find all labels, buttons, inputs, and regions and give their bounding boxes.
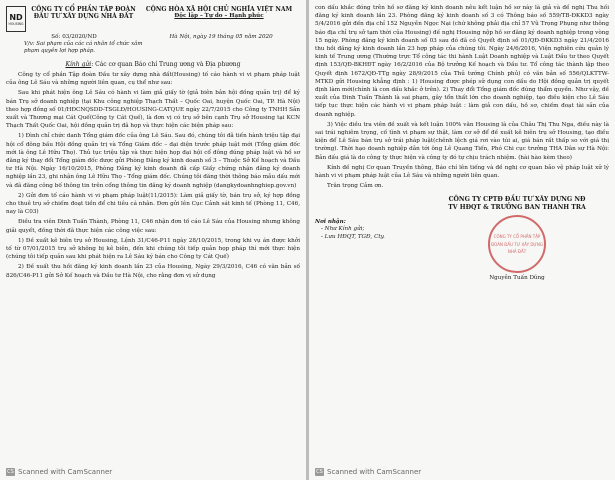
signer: CÔNG TY CPTĐ ĐẦU TƯ XÂY DỰNG NĐ TV HĐQT & TRƯỞNG BAN THANH TRA CÔNG TY CỔ PHẦN TẬP ĐOÀN ĐẦU TƯ XÂY DỰNG NHÀ ĐẤT Nguyễn Tuấn Dũng: [425, 196, 609, 283]
closing: Trân trọng Cảm ơn.: [327, 183, 384, 190]
document-subject: V/v: Sai phạm của các cá nhân tổ chức xâm phạm quyền lợi hợp pháp.: [24, 41, 143, 54]
signer-name: Nguyễn Tuấn Dũng: [489, 275, 545, 282]
document-page-2: [309, 0, 615, 480]
paragraph: 2) Đề xuất thu hồi đăng ký kinh doanh lần 23 của Housing, Ngày 29/3/2016, C46 có văn bản số 826/C46-P11 gửi Sở Kế hoạch và Đầu tư Hà Nội, cho rằng đơn vị sử dụng: [6, 264, 300, 279]
paragraph: Sau khi phát hiện ông Lê Sáu có hành vi làm giả giấy tờ (giả biên bản hội đồng quản trị) để ký bán Trụ sở doanh nghiệp (tại Khu công nghiệp Thạch Thất – Quốc Oai, huyện Quốc Oai, TP. Hà Nội) theo hợp đồng số 01/HĐCNQSDD-TSGLĐ/HOUSING-CATQUE ngày 22/7/2015 cho Công ty TNHH Sản xuất và Thương mại Cát Quế(Công ty Cát Quế), là đơn vị có trụ sở bên cạnh Trụ sở Housing tại KCN Thạch Thất Quốc Oai, hội đồng quản trị đã họp và thực hiện các biện pháp sau:: [6, 90, 300, 130]
paragraph: 3) Việc điều tra viên đề xuất và kết luận 100% văn Housing là của Châu Thị Thu Nga, điều này là sai trái nghiêm trọng, cố tình vi phạm sự thật, làm cơ sở để đề xuất kê biên trụ sở Housing, tạo điều kiện để Lê Sáu bán trụ sở trái pháp luật(chênh lệch giá rơi vào túi ai, giá bán rất thấp so với giá thị trường). Thời hạo doanh nghiệp dẫn tới ông Lê Quang Tiến, Phó Chi cục trưởng THA Dân sự Hà Nội: Bản đấu giá là do công ty thực hiện và công ty đó tự chịu trách nhiệm. (hài hào kèm theo): [315, 121, 609, 161]
paragraph: 1) Đình chỉ chức danh Tổng giám đốc của ông Lê Sáu. Sau đó, chúng tôi đã tiến hành triệu tập đại hội cổ đông bầu Hội đồng quản trị và Tổng Giám đốc – đại diện trước pháp luật mới (Tổng giám đốc mới là ông Lê Hữu Thọ). Thủ tục triệu tập và thực hiện họp đại hội cổ đông đúng pháp luật và hồ sơ đăng ký thay đổi Tổng giám đốc được gửi Phòng Đăng ký kinh doanh số 3 – Thuộc Sở Kế hoạch và Đầu tư Hà Nội. Ngày 16/10/2015, Phòng Đăng ký kinh doanh đã cấp Giấy chứng nhận đăng ký doanh nghiệp lần 23, ghi nhận ông Lê Hữu Thọ - Tổng giám đốc. Chúng tôi đăng thời thông báo mẫu dấu mới và đã đăng công bố thông tin trên cổng thông tin đăng ký doanh nghiệp (dangkydoanhnghiep.gov.vn): [6, 133, 300, 189]
letter-meta: [6, 34, 300, 41]
paragraph: con dấu khắc đóng trên hồ sơ đăng ký kinh doanh nêu kết luận hồ sơ này là giả và đề nghị Thu hồi đăng ký kinh doanh lần 23. Phòng đăng ký kinh doanh số 3 có Thông báo số 559/TB-ĐKKD3 ngày 5/4/2016 gửi đến địa chỉ 152 Nguyễn Ngọc Nại (chứ không phải địa chỉ 57 Vũ Trọng Phụng như thông báo địa chỉ trụ sở tạm thời của Housing) đề nghị Housing nộp hồ sơ đăng ký doanh nghiệp trong vòng 15 ngày. Phòng đăng ký kinh doanh số 03 sau đó đã có Quyết định số 01/QĐ-ĐKKD3 ngày 21/4/2016 thu hồi đăng ký kinh doanh lần 23 hợp pháp của chúng tôi. Ngày 24/6/2016, Viện nghiên cứu quản lý kinh tế Trung ương (Thường trực Tổ công tác thi hành Luật Doanh nghiệp và Luật Đầu tư theo Quyết định 153/QĐ-BKHĐT ngày 16/2/2016 của Bộ trưởng Kế hoạch và Đầu tư. Tổ công tác thành lập theo Quyết định 1672/QĐ-TTg ngày 28/9/2015 của Thủ tướng Chính phủ) có văn bản số 556/QLKTTW-MTKD gửi Housing khẳng định : 1) Housing được phép sử dụng con dấu do Hội đồng quản trị quyết định làm mới(chính là con dấu khắc ở trên). 2) Thay đổi Tổng giám đốc đúng thẩm quyền. Như vậy, đề xuất của Đinh Tuấn Thành là sai phạm, gây tổn thất lớn cho doanh nghiệp, tạo điều kiện cho Lê Sáu tiếp tục thực hiện các hành vi vi phạm pháp luật : làm giả con dấu, hồ sơ, chiếm đoạt tài sản của doanh nghiệp.: [315, 5, 609, 118]
body-text-page-2: [315, 4, 609, 190]
greeting: Kính gửi: Các cơ quan Báo chí Trung ương và Địa phương: [65, 61, 241, 68]
company-logo: ND HOUSING: [6, 6, 26, 32]
letter-header: [6, 6, 300, 32]
body-text-page-1: [6, 71, 300, 280]
scanner-watermark: CS Scanned with CamScanner: [7, 468, 113, 476]
paragraph: Điều tra viên Đinh Tuấn Thành, Phòng 11, C46 nhận đơn tố cáo Lê Sáu của Housing nhưng không giải quyết, đồng thời đã thực hiện các công việc sau:: [6, 219, 300, 234]
paragraph: 1) Đề xuất kê biên trụ sở Housing, Lệnh 31/C46-P11 ngày 28/10/2015, trong khi vụ án được khởi tố từ 07/01/2015 trụ sở không bị kê biên, đến khi chúng tôi tiếp quản họp pháp thì mới thực hiện (chúng tôi tiếp quản sau khi phát hiện ra Lê Sáu ký bán cho Công ty Cát Quế): [6, 237, 300, 261]
org-name: CÔNG TY CỔ PHẦN TẬP ĐOÀN ĐẦU TƯ XÂY DỰNG NHÀ ĐẤT: [31, 6, 136, 20]
recipients: Nơi nhận: - Như Kính gửi; - Lưu HĐQT, TGĐ, Cty.: [315, 218, 385, 240]
document-number: Số: 03/2020/ND: [51, 34, 97, 40]
camscanner-icon: CS: [7, 469, 14, 475]
national-header: CỘNG HÒA XÃ HỘI CHỦ NGHĨA VIỆT NAM Độc lập – Tự do – Hạnh phúc: [145, 6, 293, 19]
paragraph: 2) Gửi đơn tố cáo hành vi vi phạm pháp luật(11/2015): Làm giả giấy tờ, bán trụ sở, ký hợp đồng cho thuê trụ sở chiếm đoạt tiền để chi tiêu cá nhân. Đơn gửi lên Cục Cảnh sát kinh tế (Phòng 11, C46, nay là C03): [6, 192, 300, 216]
paragraph: Công ty cổ phần Tập đoàn Đầu tư xây dựng nhà đất(Housing) tố cáo hành vi vi phạm pháp luật của ông Lê Sáu và những người liên quan, cụ thể như sau:: [6, 72, 300, 87]
paragraph: Kính đề nghị Cơ quan Truyền thông, Báo chí lên tiếng và đề nghị cơ quan bảo vệ pháp luật xử lý hành vi vi phạm pháp luật của Lê Sáu và những người liên quan.: [315, 164, 609, 180]
signature-block: [315, 196, 609, 283]
company-seal: CÔNG TY CỔ PHẦN TẬP ĐOÀN ĐẦU TƯ XÂY DỰNG NHÀ ĐẤT: [488, 215, 546, 273]
document-date: Hà Nội, ngày 19 tháng 05 năm 2020: [169, 34, 273, 40]
scanner-watermark: CS Scanned with CamScanner: [316, 468, 422, 476]
document-page-1: [0, 0, 306, 480]
camscanner-icon: CS: [316, 469, 323, 475]
